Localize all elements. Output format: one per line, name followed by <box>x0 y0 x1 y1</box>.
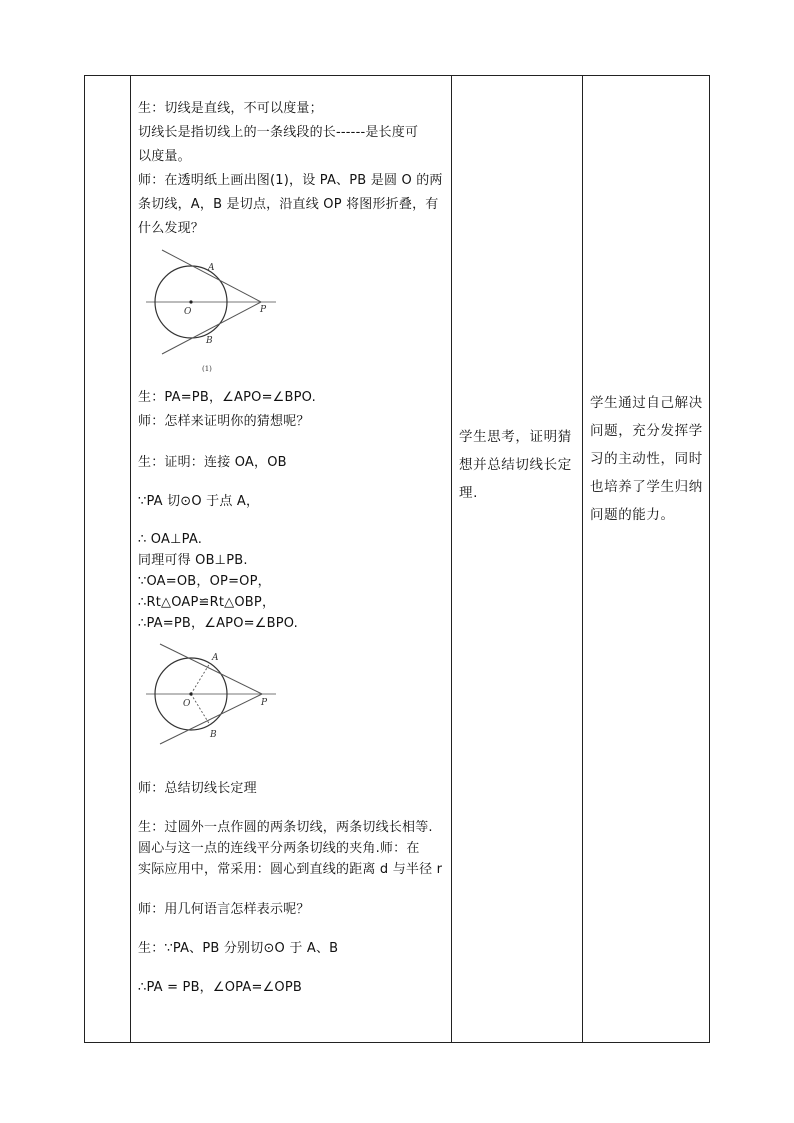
point-label-p: P <box>260 305 267 315</box>
text-line: 同理可得 OB⊥PB. <box>138 553 248 568</box>
tangent-figure-1 <box>146 246 276 376</box>
text-line: 条切线，A，B 是切点，沿直线 OP 将图形折叠，有 <box>138 197 439 212</box>
text-line: 生：PA=PB，∠APO=∠BPO. <box>138 390 316 405</box>
text-line: 什么发现？ <box>138 221 205 236</box>
text-line: 实际应用中，常采用：圆心到直线的距离 d 与半径 r <box>138 862 443 877</box>
text-line: 师：总结切线长定理 <box>138 781 257 796</box>
dialogue-cell <box>138 76 448 1042</box>
text-line: 切线长是指切线上的一条线段的长------是长度可 <box>138 125 419 140</box>
text-line: 师：用几何语言怎样表示呢？ <box>138 902 310 917</box>
tangent-figure-2 <box>146 642 276 757</box>
text-line: 想并总结切线长定 <box>459 457 572 473</box>
text-line: ∴PA=PB，∠APO=∠BPO. <box>138 616 298 631</box>
point-label-o: O <box>184 307 192 317</box>
text-line: 以度量。 <box>138 149 191 164</box>
point-label-b: B <box>210 730 217 740</box>
point-label-o: O <box>183 699 191 709</box>
point-label-p: P <box>261 698 268 708</box>
text-line: 师：怎样来证明你的猜想呢？ <box>138 414 310 429</box>
empty-cell <box>85 76 130 1042</box>
text-line: 生：切线是直线，不可以度量； <box>138 101 323 116</box>
text-line: ∴Rt△OAP≌Rt△OBP， <box>138 595 276 610</box>
text-line: 学生思考，证明猜 <box>459 429 572 445</box>
column-divider <box>130 76 131 1042</box>
text-line: 问题，充分发挥学 <box>590 423 703 439</box>
design-intent-cell <box>590 76 708 1042</box>
text-line: 圆心与这一点的连线平分两条切线的夹角.师：在 <box>138 841 420 856</box>
text-line: 师：在透明纸上画出图(1)，设 PA、PB 是圆 O 的两 <box>138 173 443 188</box>
text-line: 习的主动性，同时 <box>590 451 703 467</box>
text-line: 也培养了学生归纳 <box>590 479 703 495</box>
text-line: ∴ OA⊥PA. <box>138 532 203 547</box>
text-line: ∴PA = PB，∠OPA=∠OPB <box>138 980 303 995</box>
text-line: ∵OA=OB，OP=OP， <box>138 574 271 589</box>
lesson-table <box>84 75 710 1043</box>
figure-caption: (1) <box>202 365 212 373</box>
column-divider <box>451 76 452 1042</box>
text-line: 问题的能力。 <box>590 507 675 523</box>
text-line: 生：证明：连接 OA，OB <box>138 455 287 470</box>
point-label-a: A <box>208 263 215 273</box>
text-line: 理. <box>459 485 478 501</box>
point-label-a: A <box>212 653 219 663</box>
text-line: 学生通过自己解决 <box>590 395 703 411</box>
text-line: ∵PA 切⊙O 于点 A， <box>138 494 260 509</box>
text-line: 生：过圆外一点作圆的两条切线，两条切线长相等. <box>138 820 433 835</box>
text-line: 生：∵PA、PB 分别切⊙O 于 A、B <box>138 941 339 956</box>
point-label-b: B <box>206 336 213 346</box>
student-activity-cell <box>459 76 581 1042</box>
column-divider <box>582 76 583 1042</box>
